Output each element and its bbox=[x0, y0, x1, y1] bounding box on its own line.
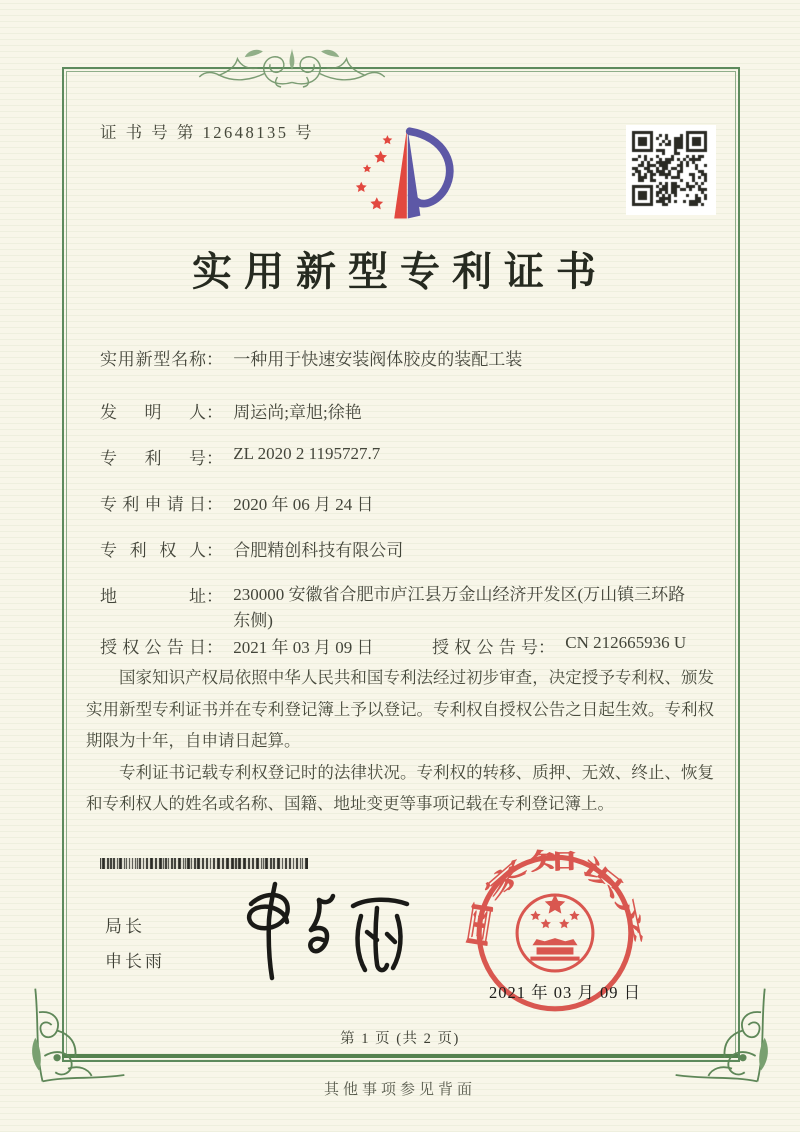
cnipa-logo-icon bbox=[338, 116, 464, 228]
commissioner-name: 申长雨 bbox=[105, 952, 165, 971]
field-row-grant-no bbox=[432, 633, 686, 658]
legal-paragraph: 国家知识产权局依照中华人民共和国专利法经过初步审查，决定授予专利权、颁发实用新型专利证书并在专利登记簿上予以登记。专利权自授权公告之日起生效。专利权期限为十年，自申请日起算。 bbox=[86, 668, 714, 750]
field-value: ZL 2020 2 1195727.7 bbox=[233, 444, 381, 463]
commissioner-signature-icon bbox=[215, 878, 425, 983]
field-colon: ： bbox=[206, 495, 223, 514]
barcode bbox=[100, 858, 308, 869]
field-label: 发 明 人 bbox=[100, 403, 206, 422]
seal-date: 2021 年 03 月 09 日 bbox=[489, 983, 642, 1002]
field-colon: ： bbox=[206, 541, 223, 560]
back-note: 其他事项参见背面 bbox=[323, 1082, 476, 1098]
field-value: 230000 安徽省合肥市庐江县万金山经济开发区(万山镇三环路东侧) bbox=[233, 585, 686, 630]
qr-code bbox=[626, 125, 716, 215]
field-label: 实 用 新 型 名 称 bbox=[100, 350, 206, 369]
field-colon: ： bbox=[206, 449, 223, 468]
legal-paragraph: 专利证书记载专利权登记时的法律状况。专利权的转移、质押、无效、终止、恢复和专利权人的姓名或名称、国籍、地址变更等事项记载在专利登记簿上。 bbox=[86, 762, 714, 813]
field-label: 专 利 权 人 bbox=[100, 541, 206, 560]
seal-emblem-icon bbox=[517, 894, 593, 971]
field-value: 周运尚;章旭;徐艳 bbox=[233, 403, 362, 422]
field-value: 一种用于快速安装阀体胶皮的装配工装 bbox=[233, 350, 523, 369]
field-label: 专 利 号 bbox=[100, 449, 206, 468]
field-value: CN 212665936 U bbox=[565, 633, 687, 652]
field-colon: ： bbox=[538, 638, 555, 657]
field-colon: ： bbox=[206, 403, 223, 422]
field-row-inventors bbox=[100, 398, 362, 423]
commissioner-role: 局长 bbox=[105, 917, 145, 936]
border-bottom-rule bbox=[62, 1054, 738, 1058]
field-label: 专 利 申 请 日 bbox=[100, 495, 206, 514]
field-label: 授 权 公 告 日 bbox=[100, 638, 206, 657]
page-number: 第 1 页 (共 2 页) bbox=[340, 1031, 460, 1047]
legal-text bbox=[86, 662, 714, 820]
field-row-filing-date bbox=[100, 490, 374, 515]
field-value: 2021 年 03 月 09 日 bbox=[233, 638, 374, 657]
certificate-title: 实用新型专利证书 bbox=[192, 249, 608, 294]
certificate-number: 证 书 号 第 12648135 号 bbox=[100, 123, 315, 142]
field-colon: ： bbox=[206, 638, 223, 657]
field-row-patentee bbox=[100, 536, 403, 561]
field-colon: ： bbox=[206, 350, 223, 369]
field-colon: ： bbox=[206, 587, 223, 606]
top-ornament-icon bbox=[192, 44, 392, 90]
field-value: 2020 年 06 月 24 日 bbox=[233, 495, 374, 514]
seal-text: 国家知识产权局 bbox=[449, 831, 641, 951]
field-label: 授 权 公 告 号 bbox=[432, 638, 538, 657]
field-row-patent-no bbox=[100, 444, 380, 469]
field-row-name bbox=[100, 345, 522, 370]
field-label: 地 址 bbox=[100, 587, 206, 606]
field-row-address bbox=[100, 582, 685, 634]
field-row-grant-date bbox=[100, 633, 374, 658]
field-value: 合肥精创科技有限公司 bbox=[233, 541, 404, 560]
